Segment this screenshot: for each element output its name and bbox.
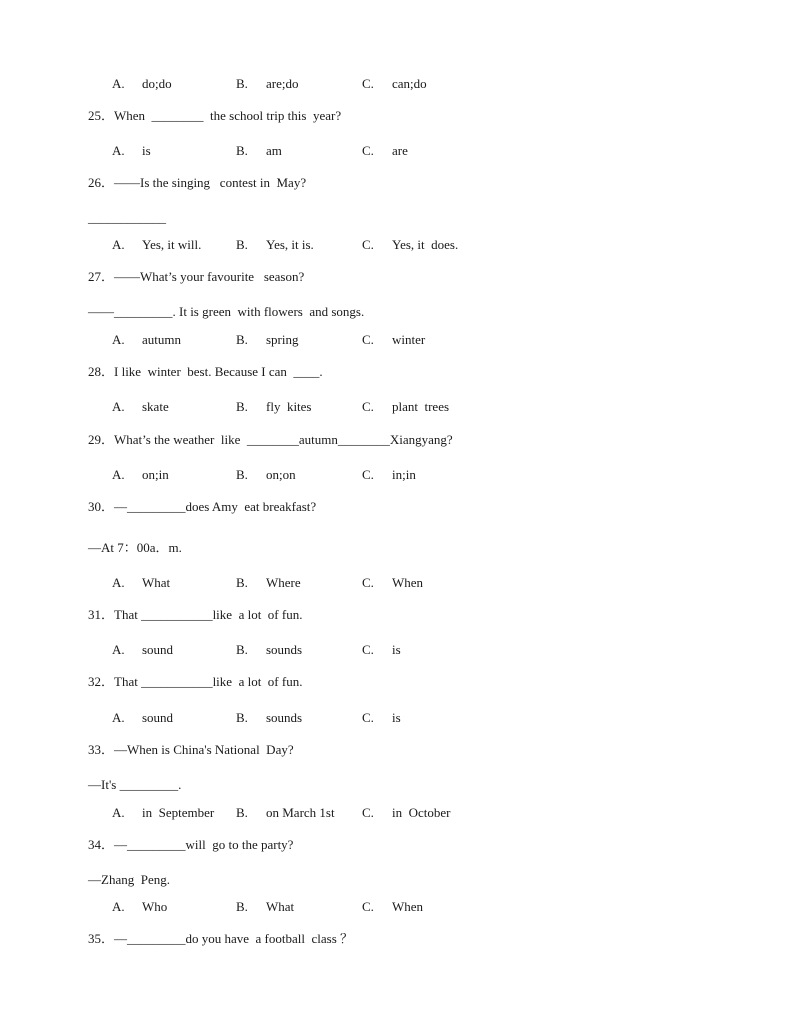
option-b: B. What <box>236 899 295 914</box>
options-row <box>0 143 794 159</box>
option-a: A. Yes, it will. <box>112 237 202 252</box>
options-row <box>0 805 794 821</box>
answer-line: —At 7：00a．m. <box>88 540 182 555</box>
option-c: C. winter <box>362 332 426 347</box>
answer-line: ——_________. It is green with flowers and songs. <box>88 304 365 319</box>
option-a: A. Who <box>112 899 168 914</box>
options-row <box>0 575 794 591</box>
options-row <box>0 399 794 415</box>
option-b: B. sounds <box>236 710 303 725</box>
option-c: C. When <box>362 575 424 590</box>
option-a: A. on;in <box>112 467 169 482</box>
options-row <box>0 467 794 483</box>
option-b: B. on March 1st <box>236 805 335 820</box>
option-c: C. When <box>362 899 424 914</box>
option-b: B. fly kites <box>236 399 312 414</box>
option-b: B. Yes, it is. <box>236 237 314 252</box>
option-a: A. What <box>112 575 171 590</box>
option-c: C. in October <box>362 805 451 820</box>
option-c: C. is <box>362 710 401 725</box>
option-b: B. Where <box>236 575 301 590</box>
question-28: 28．I like winter best. Because I can ____. <box>88 364 323 379</box>
option-a: A. sound <box>112 710 174 725</box>
options-row <box>0 899 794 915</box>
question-26: 26．——Is the singing contest in May? <box>88 175 307 190</box>
question-30: 30．—_________does Amy eat breakfast? <box>88 499 317 514</box>
option-a: A. in September <box>112 805 215 820</box>
option-c: C. is <box>362 642 401 657</box>
answer-line: —Zhang Peng. <box>88 872 170 887</box>
answer-line: —It's _________. <box>88 777 182 792</box>
option-b: B. sounds <box>236 642 303 657</box>
option-b: B. are;do <box>236 76 299 91</box>
option-c: C. can;do <box>362 76 427 91</box>
question-29: 29．What’s the weather like ________autumn________Xiangyang? <box>88 432 453 447</box>
options-row <box>0 76 794 92</box>
question-27: 27．——What’s your favourite season? <box>88 269 305 284</box>
option-a: A. sound <box>112 642 174 657</box>
option-a: A. autumn <box>112 332 181 347</box>
option-a: A. do;do <box>112 76 172 91</box>
answer-blank: ____________ <box>88 210 166 225</box>
question-25: 25．When ________ the school trip this year? <box>88 108 342 123</box>
question-34: 34．—_________will go to the party? <box>88 837 294 852</box>
options-row <box>0 642 794 658</box>
question-32: 32．That ___________like a lot of fun. <box>88 674 303 689</box>
options-row <box>0 710 794 726</box>
option-a: A. is <box>112 143 151 158</box>
option-a: A. skate <box>112 399 169 414</box>
question-35: 35．—_________do you have a football class ？ <box>88 931 354 946</box>
options-row <box>0 332 794 348</box>
option-c: C. are <box>362 143 408 158</box>
option-b: B. spring <box>236 332 299 347</box>
option-c: C. plant trees <box>362 399 450 414</box>
option-b: B. am <box>236 143 282 158</box>
option-b: B. on;on <box>236 467 296 482</box>
question-33: 33．—When is China's National Day? <box>88 742 294 757</box>
question-31: 31．That ___________like a lot of fun. <box>88 607 303 622</box>
options-row <box>0 237 794 253</box>
option-c: C. in;in <box>362 467 416 482</box>
option-c: C. Yes, it does. <box>362 237 459 252</box>
